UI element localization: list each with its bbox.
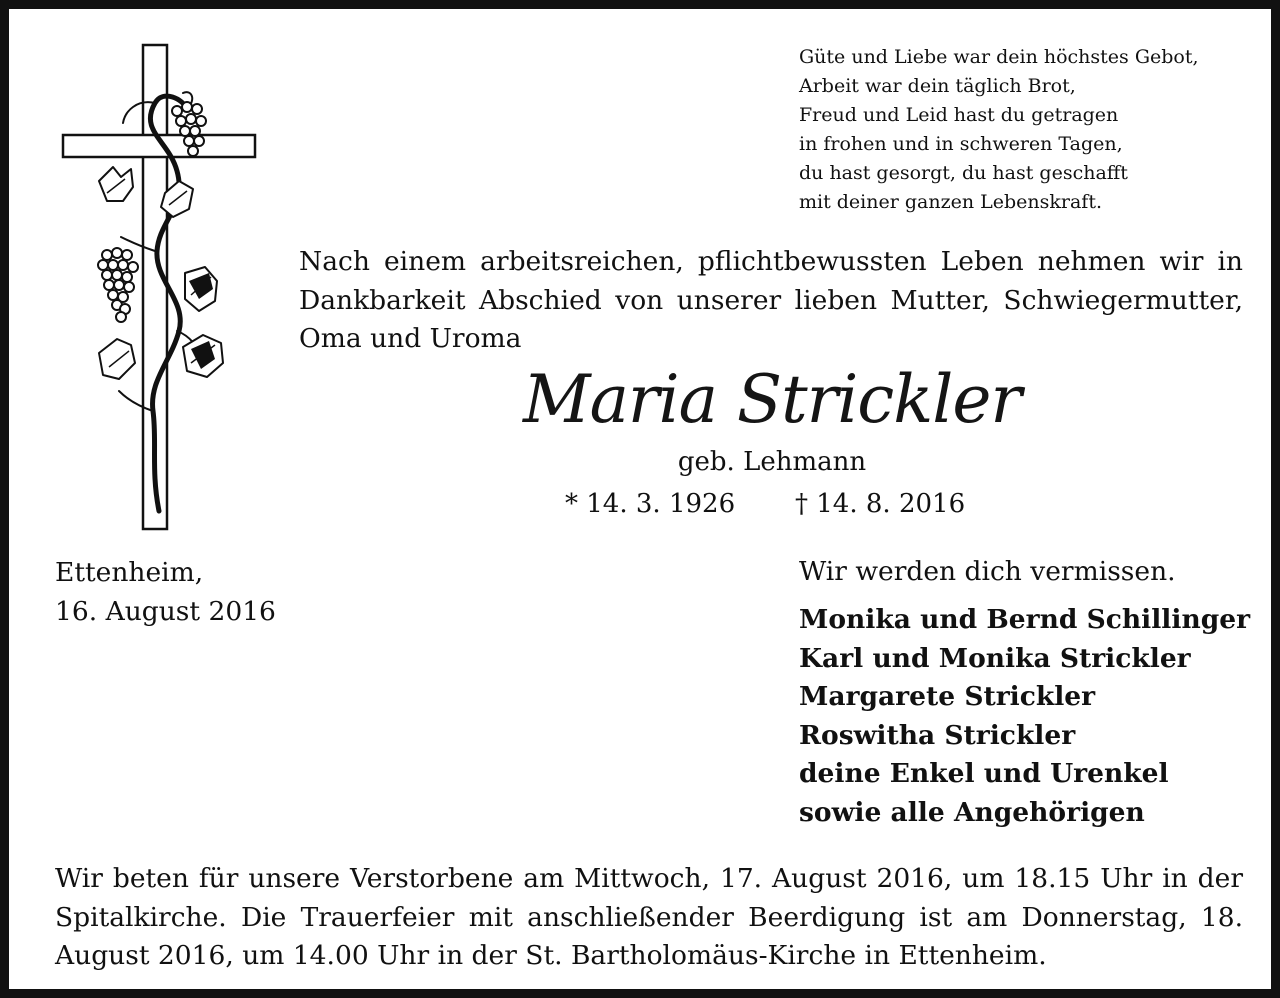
missed-line: Wir werden dich vermissen. [799, 556, 1176, 587]
place-and-date [55, 554, 276, 631]
poem-line: Güte und Liebe war dein höchstes Gebot, [799, 46, 1199, 68]
deceased-name: Maria Strickler [523, 361, 1021, 438]
mourners-list [799, 601, 1250, 832]
mourner: Karl und Monika Strickler [799, 642, 1191, 674]
mourner: sowie alle Angehörigen [799, 796, 1145, 828]
birth-date: * 14. 3. 1926 [565, 489, 736, 519]
poem-line: Freud und Leid hast du getragen [799, 104, 1119, 126]
mourner: Monika und Bernd Schillinger [799, 604, 1251, 635]
poem-line: in frohen und in schweren Tagen, [799, 133, 1123, 155]
obituary-notice [9, 9, 1271, 989]
mourner: deine Enkel und Urenkel [799, 758, 1169, 789]
poem-line: du hast gesorgt, du hast geschafft [799, 162, 1128, 184]
maiden-name: geb. Lehmann [677, 447, 867, 477]
mourner: Roswitha Strickler [799, 719, 1076, 751]
service-info: Wir beten für unsere Verstorbene am Mittwoch, 17. August 2016, um 18.15 Uhr in der Spitalkirche. Die Trauerfeier mit anschließender Beerdigung ist am Donnerstag, 18. August 2016, um 14.00 Uhr in der St. Bartholomäus-Kirche in Ettenheim. [55, 863, 1243, 971]
place: Ettenheim, [55, 557, 204, 588]
death-date: † 14. 8. 2016 [795, 489, 966, 519]
mourner: Margarete Strickler [799, 681, 1096, 712]
poem-line: Arbeit war dein täglich Brot, [799, 75, 1076, 97]
poem-line: mit deiner ganzen Lebenskraft. [799, 191, 1102, 213]
cross-with-grapevine-icon [59, 41, 259, 533]
poem [799, 43, 1269, 217]
intro-text: Nach einem arbeitsreichen, pflichtbewussten Leben nehmen wir in Dankbarkeit Abschied von unserer lieben Mutter, Schwiegermutter, Oma und Uroma [299, 246, 1243, 354]
notice-date: 16. August 2016 [55, 595, 276, 627]
